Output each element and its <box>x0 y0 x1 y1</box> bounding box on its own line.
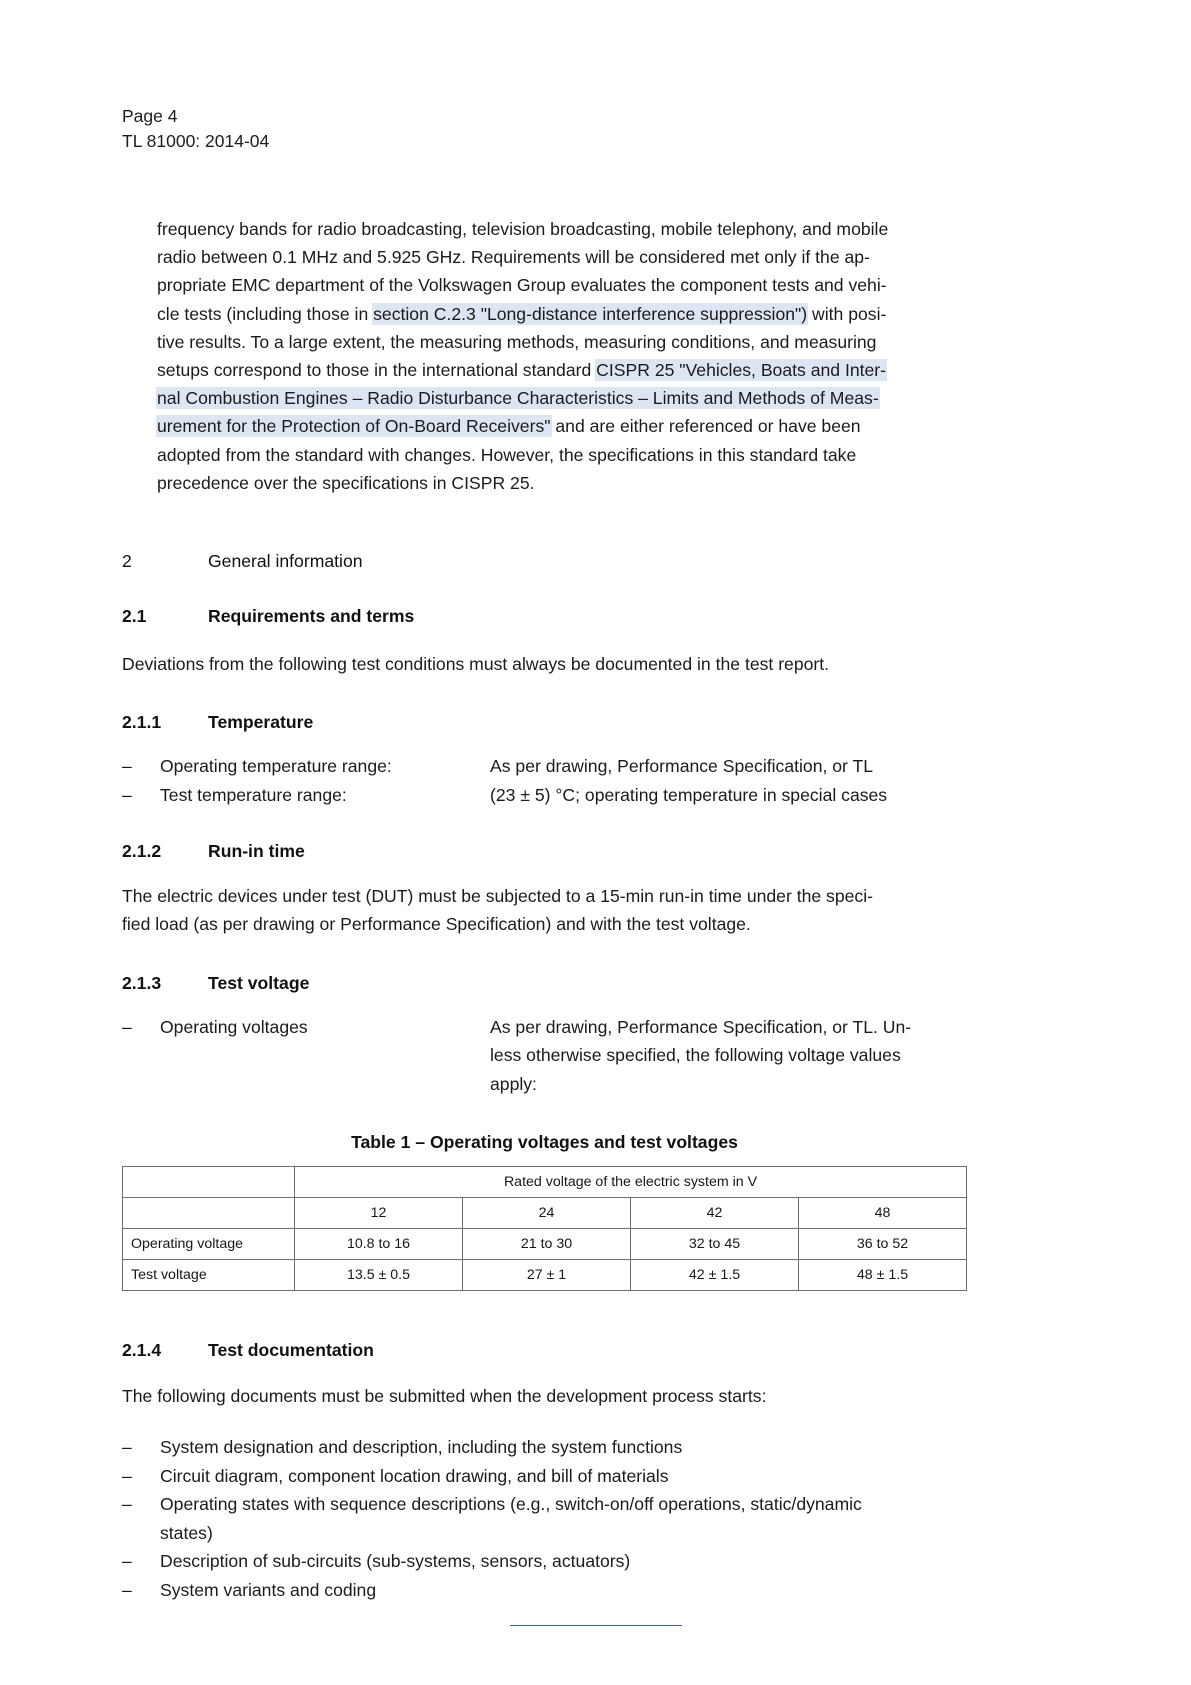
list-item <box>122 1462 967 1491</box>
intro-line-6 <box>157 356 967 384</box>
operating-voltages-value-line-3: apply: <box>490 1073 537 1094</box>
intro-line-4-text: cle tests (including those in <box>157 303 374 324</box>
table-column-header-48: 48 <box>799 1198 967 1229</box>
highlight-cispr-title-part2: nal Combustion Engines – Radio Disturbance Characteristics – Limits and Methods of Meas- <box>157 388 879 409</box>
test-documentation-intro: The following documents must be submitted when the development process starts: <box>122 1386 767 1407</box>
operating-voltages-value-line-1: As per drawing, Performance Specification, or TL. Un- <box>490 1016 912 1037</box>
footer-divider <box>510 1625 682 1626</box>
doc-item-4-text: Description of sub-circuits (sub-systems, sensors, actuators) <box>160 1551 631 1572</box>
requirements-intro-paragraph: Deviations from the following test conditions must always be documented in the test report. <box>122 654 830 675</box>
run-in-time-paragraph <box>122 882 967 938</box>
heading-2-1-4-test-documentation <box>122 1338 967 1362</box>
intro-line-5: tive results. To a large extent, the measuring methods, measuring conditions, and measuring <box>157 331 877 352</box>
heading-2-1-1-temperature <box>122 710 967 734</box>
intro-line-4 <box>157 300 967 328</box>
heading-2-1-2-title: Run-in time <box>208 841 305 862</box>
page-number-label: Page 4 <box>122 106 178 126</box>
row-label-test-voltage: Test voltage <box>123 1260 295 1291</box>
table-corner-cell <box>123 1167 295 1198</box>
dash-marker: – <box>122 1579 132 1600</box>
table-1-caption: Table 1 – Operating voltages and test voltages <box>351 1132 738 1153</box>
table-row <box>123 1260 967 1291</box>
intro-line-8 <box>157 412 967 440</box>
list-item <box>122 1433 967 1462</box>
doc-item-5-text: System variants and coding <box>160 1579 377 1600</box>
highlight-cispr-title-part3: urement for the Protection of On-Board Receivers" <box>157 416 551 437</box>
table-group-header: Rated voltage of the electric system in V <box>295 1167 967 1198</box>
highlight-section-reference: section C.2.3 "Long-distance interference suppression") <box>373 303 808 324</box>
row-label-operating-voltage: Operating voltage <box>123 1229 295 1260</box>
temperature-value-operating-range: As per drawing, Performance Specification, or TL <box>490 756 874 777</box>
intro-line-7 <box>157 384 967 412</box>
dash-marker: – <box>122 1437 132 1458</box>
dash-marker: – <box>122 1016 132 1037</box>
doc-item-3-line-1: Operating states with sequence descriptions (e.g., switch-on/off operations, static/dynamic <box>160 1494 862 1515</box>
heading-2-1-4-title: Test documentation <box>208 1340 374 1361</box>
operating-voltages-term: Operating voltages <box>160 1016 308 1037</box>
table-header-group-row <box>123 1167 967 1198</box>
heading-2-1-2-run-in-time <box>122 839 967 863</box>
dash-marker: – <box>122 1494 132 1515</box>
cell-test-voltage-24: 27 ± 1 <box>463 1260 631 1291</box>
heading-2-1-number: 2.1 <box>122 606 147 627</box>
operating-voltages-value <box>490 1013 967 1099</box>
intro-line-9: adopted from the standard with changes. However, the specifications in this standard take <box>157 444 857 465</box>
cell-operating-voltage-24: 21 to 30 <box>463 1229 631 1260</box>
heading-2-1-1-number: 2.1.1 <box>122 712 162 733</box>
dash-marker: – <box>122 1551 132 1572</box>
intro-line-1: frequency bands for radio broadcasting, television broadcasting, mobile telephony, and mobile <box>157 219 889 239</box>
intro-line-6-text: setups correspond to those in the international standard <box>157 360 597 381</box>
dash-marker: – <box>122 1465 132 1486</box>
table-row <box>123 1229 967 1260</box>
intro-line-10: precedence over the specifications in CISPR 25. <box>157 472 535 493</box>
heading-2-1-3-test-voltage <box>122 971 967 995</box>
doc-item-3-text <box>160 1490 967 1547</box>
heading-2-1-1-title: Temperature <box>208 712 314 733</box>
table-column-header-42: 42 <box>631 1198 799 1229</box>
intro-line-8-tail: and are either referenced or have been <box>550 416 861 437</box>
run-in-line-1: The electric devices under test (DUT) must be subjected to a 15-min run-in time under the speci- <box>122 886 873 907</box>
heading-2-title: General information <box>208 551 363 572</box>
list-item <box>122 1576 967 1605</box>
temperature-term-operating-range: Operating temperature range: <box>160 756 392 777</box>
heading-2-general-information <box>122 549 967 573</box>
intro-line-2: radio between 0.1 MHz and 5.925 GHz. Requirements will be considered met only if the ap- <box>157 247 870 268</box>
run-in-line-2: fied load (as per drawing or Performance Specification) and with the test voltage. <box>122 914 751 935</box>
intro-line-3: propriate EMC department of the Volkswagen Group evaluates the component tests and vehi- <box>157 275 887 296</box>
dash-marker: – <box>122 784 132 805</box>
dash-marker: – <box>122 756 132 777</box>
heading-2-1-title: Requirements and terms <box>208 606 415 627</box>
table-column-header-row <box>123 1198 967 1229</box>
list-item <box>122 1490 967 1547</box>
operating-voltages-item <box>122 1013 967 1099</box>
heading-2-number: 2 <box>122 551 132 572</box>
cell-operating-voltage-42: 32 to 45 <box>631 1229 799 1260</box>
heading-2-1-2-number: 2.1.2 <box>122 841 162 862</box>
cell-operating-voltage-48: 36 to 52 <box>799 1229 967 1260</box>
table-column-header-12: 12 <box>295 1198 463 1229</box>
list-item <box>122 1547 967 1576</box>
intro-line-4-tail: with posi- <box>807 303 887 324</box>
cell-operating-voltage-12: 10.8 to 16 <box>295 1229 463 1260</box>
cell-test-voltage-12: 13.5 ± 0.5 <box>295 1260 463 1291</box>
table-corner-cell-lower <box>123 1198 295 1229</box>
heading-2-1-3-number: 2.1.3 <box>122 972 162 993</box>
heading-2-1-requirements-and-terms <box>122 604 967 628</box>
temperature-list <box>122 752 967 809</box>
table-operating-and-test-voltages <box>122 1166 967 1291</box>
temperature-term-test-range: Test temperature range: <box>160 784 347 805</box>
page-header <box>122 104 269 154</box>
test-documentation-list <box>122 1433 967 1604</box>
doc-item-2-text: Circuit diagram, component location drawing, and bill of materials <box>160 1465 669 1486</box>
doc-item-1-text: System designation and description, including the system functions <box>160 1437 683 1458</box>
heading-2-1-3-title: Test voltage <box>208 972 310 993</box>
operating-voltages-value-line-2: less otherwise specified, the following voltage values <box>490 1045 901 1066</box>
cell-test-voltage-48: 48 ± 1.5 <box>799 1260 967 1291</box>
list-item <box>122 781 967 810</box>
document-body <box>122 215 967 1604</box>
document-id-label: TL 81000: 2014-04 <box>122 131 270 151</box>
intro-paragraph <box>157 215 967 497</box>
temperature-value-test-range: (23 ± 5) °C; operating temperature in special cases <box>490 784 888 805</box>
cell-test-voltage-42: 42 ± 1.5 <box>631 1260 799 1291</box>
list-item <box>122 752 967 781</box>
heading-2-1-4-number: 2.1.4 <box>122 1340 162 1361</box>
table-column-header-24: 24 <box>463 1198 631 1229</box>
highlight-cispr-title-part1: CISPR 25 "Vehicles, Boats and Inter- <box>596 360 887 381</box>
doc-item-3-line-2: states) <box>160 1522 213 1543</box>
